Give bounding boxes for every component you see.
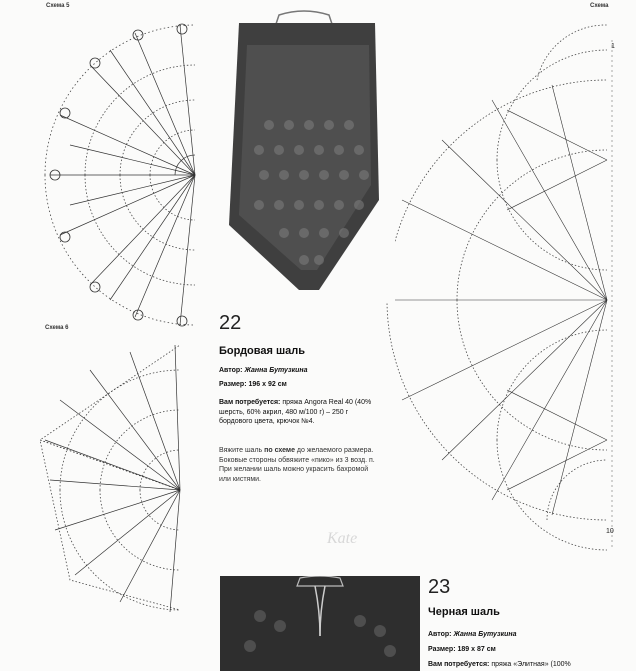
size-value: 196 x 92 см (248, 381, 287, 388)
watermark: Kate (327, 530, 358, 547)
schema-5-label: Схема 5 (46, 3, 70, 9)
size-label: Размер: (219, 381, 247, 388)
row-number-1: 1 (611, 43, 615, 50)
article-23-author (428, 630, 628, 640)
article-23-title: Черная шаль (428, 606, 500, 618)
crochet-diagram-schema-6 (30, 340, 190, 620)
author-label: Автор: (219, 367, 243, 374)
instructions-part-1: Вяжите шаль (219, 447, 265, 454)
burgundy-shawl-photo (219, 5, 395, 303)
article-22-author (219, 366, 379, 376)
article-22-title: Бордовая шаль (219, 345, 306, 357)
materials-value: пряжа «Элитная» (100% (491, 661, 571, 668)
materials-label: Вам потребуется: (219, 399, 281, 406)
schema-right-label: Схема (590, 3, 609, 9)
author-value: Жанна Бутузкина (453, 631, 517, 638)
row-number-10: 10 (606, 528, 614, 535)
materials-label: Вам потребуется: (428, 661, 490, 668)
article-22-instructions (219, 446, 379, 484)
author-label: Автор: (428, 631, 452, 638)
article-23-size (428, 645, 628, 655)
materials-value: пряжа Angora Real 40 (40% шерсть, 60% акрил, 480 м/100 г) – 250 г бордового цвета, крючок №4. (219, 399, 372, 425)
author-value: Жанна Бутузкина (244, 367, 308, 374)
crochet-diagram-schema-5 (10, 15, 210, 335)
article-22-number: 22 (219, 312, 242, 334)
article-23-number: 23 (428, 576, 451, 598)
size-label: Размер: (428, 646, 456, 653)
schema-6-label: Схема 6 (45, 325, 69, 331)
size-value: 189 x 87 см (457, 646, 496, 653)
article-22-size (219, 380, 379, 390)
instructions-part-2: до желаемого размера. Боковые стороны обвяжите «пико» из 3 возд. п. При желании шаль можно украсить бахромой или кистями. (219, 447, 375, 483)
article-23-materials (428, 660, 633, 670)
black-shawl-photo (220, 576, 420, 671)
crochet-diagram-right (372, 20, 622, 580)
instructions-bold: по схеме (264, 447, 295, 454)
article-22-materials (219, 398, 377, 427)
